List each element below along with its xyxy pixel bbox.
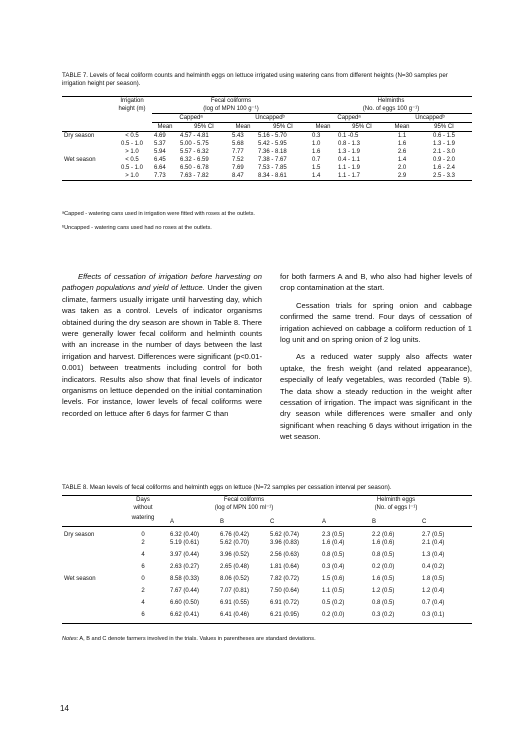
table7-cell: 1.3 - 1.9 — [338, 149, 361, 155]
table8-cell-season — [62, 599, 118, 611]
table8-header-farmer-c: C — [270, 519, 275, 525]
table8-cell: 0.2 (0.0) — [322, 612, 345, 618]
table7-cell-season — [62, 172, 112, 181]
table7-header-irrigation: Irrigation — [120, 98, 144, 104]
table8-cell: 7.82 (0.72) — [270, 576, 300, 582]
table-row — [62, 539, 472, 551]
table7-cell-height: 0.5 - 1.0 — [120, 141, 143, 147]
table8-cell: 7.50 (0.64) — [270, 588, 300, 594]
table7-cell: 1.1 — [397, 133, 407, 139]
table7-cell: 5.37 — [154, 141, 166, 147]
table8-cell: 0.2 (0.0) — [372, 564, 395, 570]
table8-cell: 1.2 (0.5) — [372, 588, 395, 594]
table8-cell: 1.5 (0.6) — [322, 576, 345, 582]
table7-header-helminths: Helminths — [377, 98, 405, 104]
table7-cell: 1.0 — [312, 141, 321, 147]
table7-cell-height: < 0.5 — [125, 133, 139, 139]
table8-header-farmer-c: C — [422, 519, 427, 525]
table-row — [62, 156, 472, 164]
table7-cell: 5.00 - 5.75 — [180, 141, 209, 147]
table8-header-watering: watering — [131, 515, 155, 521]
table7-header-helminths-unit: (No. of eggs 100 g⁻¹) — [310, 105, 472, 114]
table7-cell: 0.1 -0.5 — [338, 133, 359, 139]
table7-header-mean: Mean — [394, 124, 410, 130]
table7-cell: 6.32 - 6.59 — [180, 157, 209, 163]
table7-cell: 8.47 — [232, 173, 244, 179]
table8-cell-days: 4 — [141, 600, 145, 606]
table8-cell: 1.6 (0.6) — [372, 540, 395, 546]
table8-cell: 5.62 (0.70) — [220, 540, 250, 546]
table8-cell: 3.96 (0.52) — [220, 552, 250, 558]
left-column — [62, 271, 262, 425]
table7-cell: 6.45 — [154, 157, 166, 163]
table7-cell: 1.6 - 2.4 — [432, 165, 455, 171]
table8-cell: 2.65 (0.48) — [220, 564, 250, 570]
table7-cell: 0.7 — [312, 157, 321, 163]
table-row — [62, 611, 472, 623]
table-row — [62, 132, 472, 141]
table7-cell: 8.34 - 8.61 — [258, 173, 287, 179]
table8-notes-text: : A, B and C denote farmers involved in the trials. Values in parentheses are standard deviations. — [76, 636, 316, 642]
table8-cell: 2.63 (0.27) — [170, 564, 200, 570]
table7-cell: 1.4 — [397, 157, 407, 163]
table8-cell: 1.1 (0.5) — [322, 588, 345, 594]
table7-header-mean: Mean — [315, 124, 331, 130]
table7-cell: 0.6 - 1.5 — [432, 133, 455, 139]
table7-cell-season: Wet season — [64, 157, 96, 163]
table8-caption: TABLE 8. Mean levels of fecal coliforms and helminth eggs on lettuce (N=72 samples per cessation interval per season). — [62, 484, 392, 491]
table8-header-without: without — [133, 505, 153, 511]
table-row — [62, 563, 472, 575]
table7-cell: 7.73 — [154, 173, 166, 179]
table8-cell-season — [62, 587, 118, 599]
table7-cell: 1.6 — [312, 149, 321, 155]
table7-cell: 7.69 — [232, 165, 244, 171]
table8-cell: 6.62 (0.41) — [170, 612, 200, 618]
table8-cell: 1.8 (0.5) — [422, 576, 445, 582]
table8-cell: 3.96 (0.83) — [270, 540, 300, 546]
table8-cell: 5.19 (0.61) — [170, 540, 200, 546]
table7-cell: 6.50 - 6.78 — [180, 165, 209, 171]
page-number: 14 — [60, 704, 69, 713]
table-row — [62, 172, 472, 181]
table8-cell-season — [62, 551, 118, 563]
table7-cell: 5.94 — [154, 149, 166, 155]
table8-cell: 0.3 (0.1) — [422, 612, 445, 618]
table8-notes-label: Notes — [62, 636, 77, 642]
table7-footnote-a: ᵃCapped - watering cans used in irrigation were fitted with roses at the outlets. — [62, 211, 255, 217]
table8-cell-season — [62, 539, 118, 551]
table7-cell-season: Dry season — [64, 133, 95, 139]
table8-cell-season: Dry season — [64, 532, 95, 538]
table8-cell: 6.91 (0.55) — [220, 600, 250, 606]
table8-cell: 0.4 (0.2) — [422, 564, 445, 570]
table7-cell: 4.57 - 4.81 — [180, 133, 209, 139]
table8-cell: 2.7 (0.5) — [422, 532, 445, 538]
table8-cell: 1.6 (0.4) — [322, 540, 345, 546]
right-paragraph-1: for both farmers A and B, who also had higher levels of crop contamination at the start. — [280, 272, 472, 293]
right-paragraph-3: As a reduced water supply also affects water uptake, the fresh weight (and related appearance), especially of leafy vegetables, was recorded (Table 9). The data show a steady reduction in the weight after cessation of irrigation. The impact was significant in the dry season while differences were smaller and only significant when reaching 6 days without irrigation in the wet season. — [280, 352, 472, 442]
table7-header-helminths-capped: Cappedᵃ — [310, 114, 388, 123]
table7-cell: 2.6 — [397, 149, 407, 155]
table7-cell: 0.9 - 2.0 — [432, 157, 455, 163]
table7-cell: 1.1 - 1.9 — [338, 165, 361, 171]
table7-footnote-b: ᵇUncapped - watering cans used had no roses at the outlets. — [62, 225, 212, 231]
table7-cell: 7.53 - 7.85 — [258, 165, 287, 171]
table7-cell-height: 0.5 - 1.0 — [120, 165, 143, 171]
table8-cell: 1.2 (0.4) — [422, 588, 445, 594]
table8-header-fecal-unit: (log of MPN 100 ml⁻¹) — [214, 505, 274, 511]
table8-cell: 2.2 (0.6) — [372, 532, 395, 538]
table8-cell-days: 6 — [141, 612, 145, 618]
table7-cell: 5.68 — [232, 141, 244, 147]
table7-header-ci: 95% CI — [194, 124, 214, 130]
table7-header-height: height (m) — [118, 106, 146, 112]
table7-cell: 5.16 - 5.70 — [258, 133, 287, 139]
table7-cell-height: > 1.0 — [125, 173, 139, 179]
table8-cell: 7.07 (0.81) — [220, 588, 250, 594]
table8-header-farmer-a: A — [170, 519, 175, 525]
table7-cell: 2.5 - 3.3 — [432, 173, 455, 179]
table8-cell-days: 4 — [141, 552, 145, 558]
table8-cell: 0.8 (0.5) — [322, 552, 345, 558]
table-row — [62, 140, 472, 148]
left-paragraph — [62, 271, 262, 419]
table-row — [62, 587, 472, 599]
table7-cell: 4.69 — [154, 133, 166, 139]
table7-cell: 1.5 — [312, 165, 321, 171]
table7-header-fecal-capped: Cappedᵃ — [152, 114, 230, 123]
table7-header-ci: 95% CI — [273, 124, 293, 130]
table8-cell: 6.76 (0.42) — [220, 532, 250, 538]
table7-cell-height: > 1.0 — [125, 149, 139, 155]
table8-header-days: Days — [136, 497, 150, 503]
table8-cell: 5.62 (0.74) — [270, 532, 300, 538]
table7-header-ci: 95% CI — [352, 124, 372, 130]
table8-header-helminths-unit: (No. of eggs l⁻¹) — [374, 505, 418, 511]
table8-cell: 2.3 (0.5) — [322, 532, 345, 538]
table7-header-fecal-unit: (log of MPN 100 g⁻¹) — [152, 105, 310, 114]
table8-cell-days: 0 — [141, 576, 145, 582]
table7-header-mean: Mean — [157, 124, 173, 130]
table8-cell-days: 0 — [141, 532, 145, 538]
table8-cell-season — [62, 611, 118, 623]
section-heading: Effects of cessation of irrigation before harvesting on pathogen populations and yield of lettuce. — [62, 272, 262, 293]
table8-cell-season — [62, 563, 118, 575]
table8-cell: 0.8 (0.5) — [372, 600, 395, 606]
table7-cell: 2.0 — [397, 165, 407, 171]
table7-header-helminths-uncapped: Uncappedᵇ — [388, 114, 472, 123]
table8-cell: 6.60 (0.50) — [170, 600, 200, 606]
table8-cell: 1.3 (0.4) — [422, 552, 445, 558]
table7 — [62, 96, 472, 181]
table7-cell: 6.64 — [154, 165, 166, 171]
table7-cell: 5.57 - 6.32 — [180, 149, 209, 155]
table8-cell: 1.6 (0.5) — [372, 576, 395, 582]
table8-cell: 6.21 (0.95) — [270, 612, 300, 618]
table8-cell: 0.8 (0.5) — [372, 552, 395, 558]
table7-cell: 2.1 - 3.0 — [432, 149, 455, 155]
table8-header-farmer-b: B — [372, 519, 377, 525]
table8-cell: 0.3 (0.4) — [322, 564, 345, 570]
table-row — [62, 551, 472, 563]
table7-cell: 1.3 - 1.9 — [432, 141, 455, 147]
left-paragraph-text: Under the given climate, farmers usually irrigate until harvesting day, which was taken as a control. Levels of indicator organisms obtained during the dry season are shown in Table 8. There were generally lower fecal coliform and helminth counts with an increase in the number of days between the last irrigation and harvest. Differences were significant (p<0.01-0.001) between treatments including control for both indicators. Results also show that final levels of indicator organisms on lettuce depended on the initial contamination levels. For instance, lower levels of fecal coliforms were recorded on lettuce after 6 days for farmer C than — [62, 283, 262, 418]
table7-cell: 1.4 — [312, 173, 321, 179]
table7-cell: 0.4 - 1.1 — [338, 157, 361, 163]
table8-cell: 7.67 (0.44) — [170, 588, 200, 594]
table8-cell: 0.3 (0.2) — [372, 612, 395, 618]
table7-cell: 0.8 - 1.3 — [338, 141, 361, 147]
table7-cell: 1.1 - 1.7 — [338, 173, 361, 179]
table7-header-fecal: Fecal coliforms — [210, 98, 252, 104]
table8-cell: 1.81 (0.64) — [270, 564, 300, 570]
table7-cell-height: < 0.5 — [125, 157, 139, 163]
right-paragraph-2: Cessation trials for spring onion and cabbage confirmed the same trend. Four days of cessation of irrigation achieved on cabbage a coliform reduction of 1 log unit and on spring onion of 2 log units. — [280, 300, 472, 345]
table8-cell: 8.06 (0.52) — [220, 576, 250, 582]
table7-header-ci: 95% CI — [434, 124, 454, 130]
table8-cell: 2.1 (0.4) — [422, 540, 445, 546]
table7-cell: 7.52 — [232, 157, 244, 163]
table8-header-farmer-a: A — [322, 519, 327, 525]
table8-cell: 6.91 (0.72) — [270, 600, 300, 606]
table-row — [62, 599, 472, 611]
table7-cell: 7.77 — [232, 149, 244, 155]
table-row — [62, 164, 472, 172]
table8-cell-days: 2 — [141, 588, 145, 594]
table-row — [62, 575, 472, 587]
table7-cell: 5.43 — [232, 133, 244, 139]
table8-header-farmer-b: B — [220, 519, 225, 525]
table7-cell: 2.9 — [397, 173, 407, 179]
right-column — [280, 271, 472, 449]
table-row — [62, 527, 472, 540]
table8-header-fecal: Fecal coliforms — [223, 497, 265, 503]
table8-cell: 3.97 (0.44) — [170, 552, 200, 558]
table7-cell: 5.42 - 5.95 — [258, 141, 287, 147]
table7-header-mean: Mean — [235, 124, 251, 130]
table7-header-fecal-uncapped: Uncappedᵇ — [230, 114, 310, 123]
table8-notes — [62, 636, 316, 643]
table8-cell: 2.56 (0.63) — [270, 552, 300, 558]
table7-cell: 7.63 - 7.82 — [180, 173, 209, 179]
table7-cell: 0.3 — [312, 133, 321, 139]
table8-header-helminths: Helminth eggs — [376, 497, 416, 503]
table8-cell-days: 2 — [141, 540, 145, 546]
table8-cell-season: Wet season — [64, 576, 96, 582]
table7-cell: 7.38 - 7.67 — [258, 157, 287, 163]
table7-cell: 1.6 — [397, 141, 407, 147]
table-row — [62, 148, 472, 156]
table7-cell-season — [62, 148, 112, 156]
table8-cell: 8.58 (0.33) — [170, 576, 200, 582]
table8-cell: 0.5 (0.2) — [322, 600, 345, 606]
table8 — [62, 495, 472, 624]
table8-cell-days: 6 — [141, 564, 145, 570]
table8-cell: 6.41 (0.46) — [220, 612, 250, 618]
table7-caption: TABLE 7. Levels of fecal coliform counts and helminth eggs on lettuce irrigated using watering cans from different heights (N=30 samples per irrigation height per season). — [62, 72, 448, 88]
table7-cell-season — [62, 164, 112, 172]
table8-cell: 0.7 (0.4) — [422, 600, 445, 606]
table7-cell-season — [62, 140, 112, 148]
table8-cell: 6.32 (0.40) — [170, 532, 200, 538]
table7-cell: 7.36 - 8.18 — [258, 149, 287, 155]
